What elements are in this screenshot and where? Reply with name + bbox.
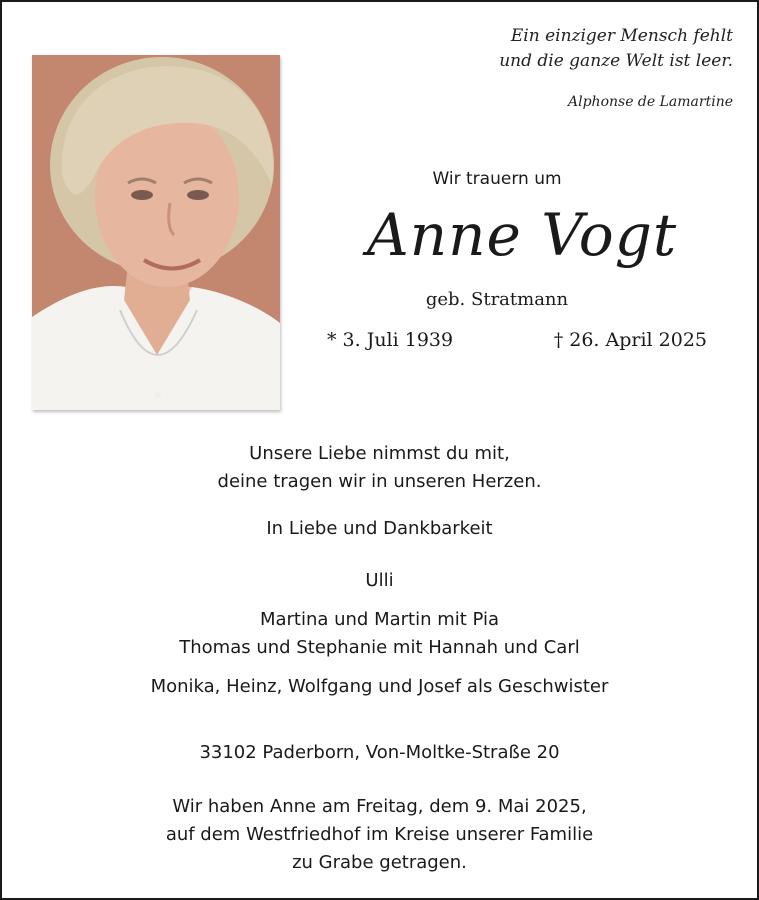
maiden-name: geb. Stratmann: [425, 289, 569, 310]
child-family-1: Martina und Martin mit Pia: [259, 609, 500, 630]
funeral-line-1: Wir haben Anne am Freitag, dem 9. Mai 2025,: [172, 796, 587, 817]
funeral-line-3: zu Grabe getragen.: [292, 852, 467, 873]
life-dates: [327, 329, 707, 351]
spouse-name: [2, 567, 757, 595]
quote-line-2: und die ganze Welt ist leer.: [499, 51, 733, 71]
funeral-line-2: auf dem Westfriedhof im Kreise unserer Familie: [165, 824, 594, 845]
portrait-photo: [32, 55, 280, 410]
funeral-notice: [2, 793, 757, 877]
birth-date: * 3. Juli 1939: [327, 329, 454, 351]
death-date: † 26. April 2025: [553, 329, 707, 351]
quote: [499, 24, 733, 74]
spouse-line: Ulli: [365, 570, 394, 591]
quote-line-1: Ein einziger Mensch fehlt: [510, 26, 733, 46]
message-line-2: deine tragen wir in unseren Herzen.: [217, 471, 542, 492]
children-list: [2, 606, 757, 662]
siblings-line: Monika, Heinz, Wolfgang und Josef als Geschwister: [150, 676, 609, 697]
message: [2, 440, 757, 496]
quote-author: Alphonse de Lamartine: [568, 94, 733, 110]
siblings: [2, 673, 757, 701]
closing-text: [2, 515, 757, 543]
portrait-photo-icon: [32, 55, 280, 410]
deceased-name: Anne Vogt: [366, 201, 678, 269]
intro-text: Wir trauern um: [432, 169, 562, 189]
closing-line: In Liebe und Dankbarkeit: [266, 518, 493, 539]
child-family-2: Thomas und Stephanie mit Hannah und Carl: [179, 637, 580, 658]
address-line: 33102 Paderborn, Von-Moltke-Straße 20: [199, 742, 560, 763]
message-line-1: Unsere Liebe nimmst du mit,: [249, 443, 510, 464]
address: [2, 739, 757, 767]
